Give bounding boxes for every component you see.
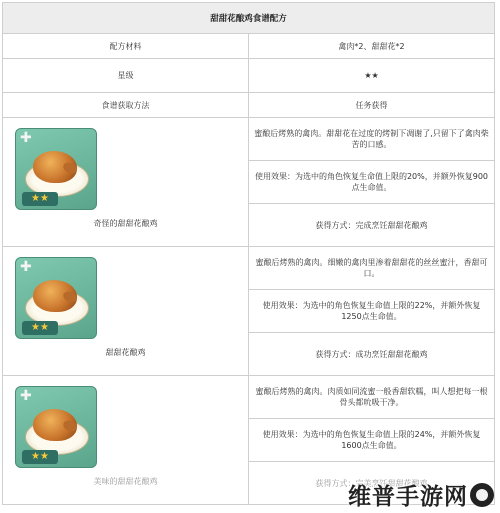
watermark-logo-icon [470, 483, 494, 507]
star-rating-icon: ★★ [22, 321, 58, 335]
dish-card [3, 118, 248, 241]
dish-card [3, 376, 248, 499]
plus-icon: ✚ [20, 130, 32, 146]
dish-card [3, 247, 248, 370]
recipe-title: 甜甜花酿鸡食谱配方 [3, 3, 495, 34]
dish-image [15, 386, 97, 468]
materials-row [3, 34, 495, 59]
dish-description: 蜜酿后烤熟的禽肉。细嫩的禽肉里渗着甜甜花的丝丝蜜汁，香甜可口。 [249, 247, 495, 290]
dish-name: 美味的甜甜花酿鸡 [93, 477, 158, 486]
rarity-label: 星级 [3, 59, 249, 93]
dish-description: 蜜酿后烤熟的禽肉。肉质如同流蜜一般香甜软糯，叫人想把每一根骨头都吮吸干净。 [249, 376, 495, 419]
dish-row [3, 118, 495, 161]
dish-method: 获得方式：完成烹饪甜甜花酿鸡 [249, 204, 495, 247]
dish-effect: 使用效果：为选中的角色恢复生命值上限的24%，并额外恢复1600点生命值。 [249, 419, 495, 462]
dish-cell [3, 376, 249, 505]
dish-name: 奇怪的甜甜花酿鸡 [93, 219, 158, 228]
dish-effect: 使用效果：为选中的角色恢复生命值上限的20%，并额外恢复900点生命值。 [249, 161, 495, 204]
dish-image [15, 128, 97, 210]
dish-effect: 使用效果：为选中的角色恢复生命值上限的22%，并额外恢复1250点生命值。 [249, 290, 495, 333]
star-rating-icon: ★★ [22, 192, 58, 206]
plus-icon: ✚ [20, 259, 32, 275]
rarity-value: ★★ [249, 59, 495, 93]
dish-row [3, 376, 495, 419]
materials-label: 配方材料 [3, 34, 249, 59]
dish-cell [3, 247, 249, 376]
watermark [348, 478, 494, 511]
dish-row [3, 247, 495, 290]
dish-description: 蜜酿后烤熟的禽肉。甜甜花在过度的烤制下凋谢了,只留下了禽肉柴苦的口感。 [249, 118, 495, 161]
star-rating-icon: ★★ [22, 450, 58, 464]
obtain-value: 任务获得 [249, 93, 495, 118]
title-row [3, 3, 495, 34]
dish-cell [3, 118, 249, 247]
plus-icon: ✚ [20, 388, 32, 404]
dish-image [15, 257, 97, 339]
dish-method: 获得方式：完美烹饪甜甜花酿鸡 [249, 462, 495, 505]
watermark-text: 维普手游网 [348, 484, 468, 510]
rarity-row [3, 59, 495, 93]
recipe-table [2, 2, 495, 505]
dish-name: 甜甜花酿鸡 [105, 348, 146, 357]
dish-method: 获得方式：成功烹饪甜甜花酿鸡 [249, 333, 495, 376]
materials-value: 禽肉*2、甜甜花*2 [249, 34, 495, 59]
obtain-row [3, 93, 495, 118]
obtain-label: 食谱获取方法 [3, 93, 249, 118]
